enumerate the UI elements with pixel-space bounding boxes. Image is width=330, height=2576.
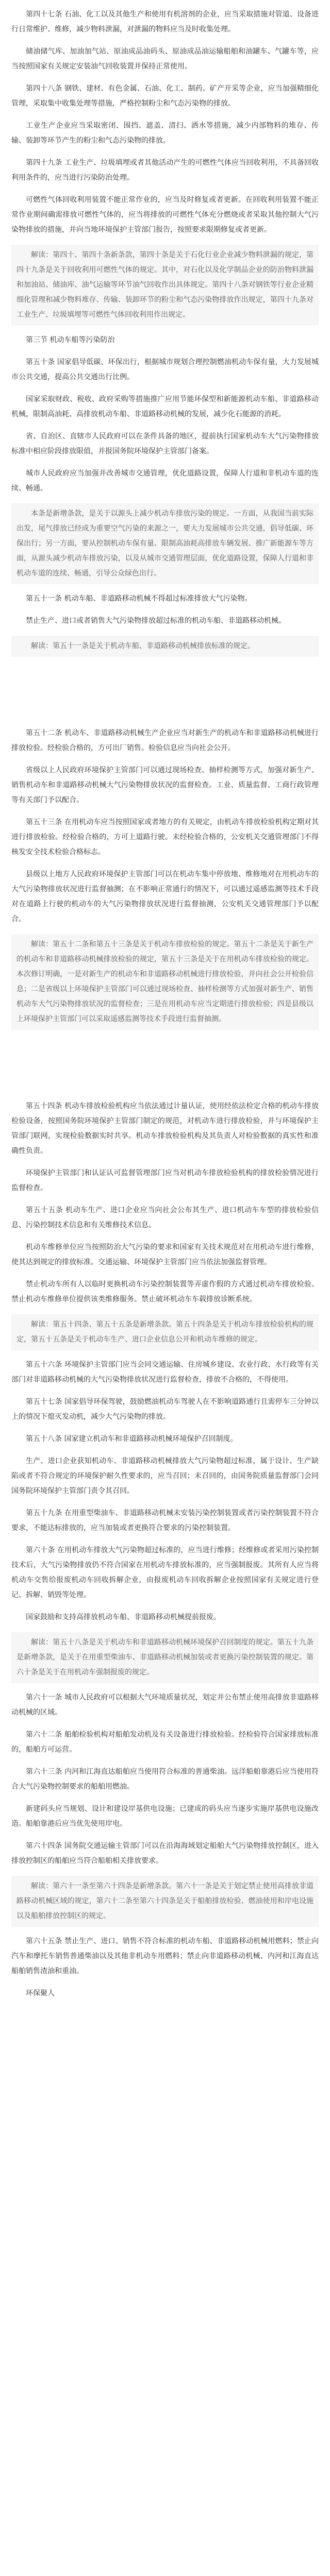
paragraph: 第五十三条 在用机动车应当按照国家或者地方的有关规定，由机动车排放检验机构定期对其进行排放检验。经检验合格的，方可上道路行驶。未经检验合格的，公安机关交通管理部门不得核发安全技术检验合格标志。 — [11, 818, 319, 856]
paragraph: 第四十七条 石油、化工以及其他生产和使用有机溶剂的企业，应当采取措施对管道、设备进行日常维护、维修，减少物料泄漏，对泄漏的物料应当及时收集处理。 — [11, 10, 319, 33]
paragraph: 国家采取财政、税收、政府采购等措施推广应用节能环保型和新能源机动车船、非道路移动机械，限制高油耗、高排放机动车船、非道路移动机械的发展，减少化石能源的消耗。 — [11, 395, 319, 418]
paragraph: 禁止生产、进口或者销售大气污染物排放超过标准的机动车船、非道路移动机械。 — [26, 617, 286, 625]
interpretation-note: 解读：第五十一条是关于机动车船、非道路移动机械排放标准的规定。 — [11, 636, 319, 657]
paragraph-group-g — [11, 1690, 319, 1927]
paragraph: 第五十七条 国家倡导环保驾驶，鼓励燃油机动车驾驶人在不影响道路通行且需停车三分钟以上的情况下熄灭发动机，减少大气污染物的排放。 — [11, 1398, 319, 1421]
paragraph: 第五十条 国家倡导低碳、环保出行，根据城市规划合理控制燃油机动车保有量，大力发展城市公共交通，提高公共交通出行比例。 — [11, 358, 319, 381]
paragraph: 第五十五条 机动车生产、进口企业应当向社会公布其生产、进口机动车车型的排放检验信息、污染控制技术信息和有关维修技术信息。 — [11, 1206, 319, 1229]
closing-label: 环保聚人 — [26, 1989, 55, 1997]
spacer — [11, 664, 319, 726]
interpretation-note: 解读：第五十二条和第五十三条是关于机动车排放检验的规定。第五十二条是关于新生产的机动车和非道路移动机械排放检验的规定，第五十三条是关于在用机动车排放检验的规定。本次修订明确，一是对新生产的机动车和非道路移动机械进行排放检验，并向社会公开检验信息；二是省级以上环境保护主管部门可以通过现场检查、抽样检测等方式加强对新生产、销售机动车大气污染物排放状况的监督检查；三是在用机动车应当定期进行排放检验；四是县级以上环境保护主管部门可以采取遥感监测等技术手段进行监督抽测。 — [11, 934, 319, 1030]
paragraph: 生产、进口企业获知机动车、非道路移动机械排放大气污染物超过标准，属于设计、生产缺陷或者不符合规定的环境保护耐久性要求的，应当召回；未召回的，由国务院质量监督部门会同国务院环境保护主管部门责令其召回。 — [11, 1457, 319, 1495]
paragraph: 禁止机动车所有人以临时更换机动车污染控制装置等弄虚作假的方式通过机动车排放检验。禁止机动车维修单位提供该类维修服务。禁止破坏机动车车载排放诊断系统。 — [11, 1280, 319, 1303]
paragraph: 第五十九条 在用重型柴油车、非道路移动机械未安装污染控制装置或者污染控制装置不符合要求，不能达标排放的，应当加装或者更换符合要求的污染控制装置。 — [11, 1509, 319, 1532]
paragraph-group-b — [11, 333, 319, 584]
interpretation-note: 解读：第五十八条是关于机动车和非道路移动机械环境保护召回制度的规定。第五十九条是新增条款，是关于在用重型柴油车、非道路移动机械加装或者更换污染控制装置的规定。第六十条是关于在用机动车强制报废的规定。 — [11, 1632, 319, 1683]
paragraph: 县级以上地方人民政府环境保护主管部门可以在机动车集中停放地、维修地对在用机动车的大气污染物排放状况进行监督抽测；在不影响正常通行的情况下，可以通过遥感监测等技术手段对在道路上行驶的机动车的大气污染物排放状况进行监督抽测，公安机关交通管理部门予以配合。 — [11, 870, 319, 923]
paragraph: 第六十条 在用机动车排放大气污染物超过标准的，应当进行维修；经维修或者采用污染控制技术后，大气污染物排放仍不符合国家在用机动车排放标准的，应当强制报废。其所有人应当将机动车交售给报废机动车回收拆解企业，由报废机动车回收拆解企业按照国家有关规定进行登记、拆解、销毁等处理。 — [11, 1546, 319, 1599]
paragraph: 第五十八条 国家建立机动车和非道路移动机械环境保护召回制度。 — [26, 1435, 238, 1443]
paragraph: 第六十二条 船舶检验机构对船舶发动机及有关设备进行排放检验。经检验符合国家排放标准的，船舶方可运营。 — [11, 1731, 319, 1754]
paragraph: 第五十六条 环境保护主管部门应当会同交通运输、住房城乡建设、农业行政、水行政等有关部门对非道路移动机械的大气污染物排放状况进行监督检查，排放不合格的，不得使用。 — [11, 1361, 319, 1384]
paragraph: 第五十一条 机动车船、非道路移动机械不得超过标准排放大气污染物。 — [26, 595, 252, 603]
paragraph-group-a — [11, 7, 319, 326]
paragraph-group-f — [11, 1358, 319, 1683]
paragraph: 省、自治区、直辖市人民政府可以在条件具备的地区，提前执行国家机动车大气污染物排放标准中相应阶段排放限值，并报国务院环境保护主管部门备案。 — [11, 432, 319, 455]
paragraph: 储油储气库、加油加气站、原油成品油码头、原油成品油运输船舶和油罐车、气罐车等，应当按照国家有关规定安装油气回收装置并保持正常使用。 — [11, 47, 319, 71]
paragraph: 第六十三条 内河和江海直达船舶应当使用符合标准的普通柴油。远洋船舶靠港后应当使用符合大气污染物控制要求的船舶用燃油。 — [11, 1768, 319, 1791]
paragraph: 第六十一条 城市人民政府可以根据大气环境质量状况，划定并公布禁止使用高排放非道路移动机械的区域。 — [11, 1693, 319, 1717]
paragraph: 第六十四条 国务院交通运输主管部门可以在沿海海域划定船舶大气污染物排放控制区，进入排放控制区的船舶应当符合船舶相关排放要求。 — [11, 1842, 319, 1865]
paragraph: 第六十五条 禁止生产、进口、销售不符合标准的机动车船、非道路移动机械用燃料；禁止向汽车和摩托车销售普通柴油以及其他非机动车用燃料；禁止向非道路移动机械、内河和江海直达船舶销售渣油和重油。 — [11, 1937, 319, 1975]
paragraph: 机动车维修单位应当按照防治大气污染的要求和国家有关技术规范对在用机动车进行维修，使其达到规定的排放标准。交通运输、环境保护主管部门应当依法加强监督管理。 — [11, 1243, 319, 1266]
paragraph: 第五十二条 机动车、非道路移动机械生产企业应当对新生产的机动车和非道路移动机械进行排放检验。经检验合格的，方可出厂销售。检验信息应当向社会公开。 — [11, 729, 319, 752]
interpretation-note: 解读：第五十四条、第五十五条是新增条款。第五十四条是关于机动车排放检验机构的规定，第五十五条是关于机动车生产、进口企业信息公开和机动车维修的规定。 — [11, 1314, 319, 1350]
interpretation-note: 解读：第四十、第四十条新条款，第四十条是关于石化行业企业减少物料泄漏的规定，第四十九条是关于回收利用可燃性气体的规定。其中，对石化以及化学制品企业的防治物料泄漏和加油站、储油库、油气运输等环节油气回收作出具体规定。第四十八条对钢铁等行业企业精细化管理和减少物料堆存、传输、装卸环节的粉尘和气态污染物排放作出规定，第四十九条对工业生产、垃圾填埋等可燃性气体回收利用作出规定。 — [11, 245, 319, 326]
paragraph: 新建码头应当规划、设计和建设岸基供电设施；已建成的码头应当逐步实施岸基供电设施改造。船舶靠港后应当优先使用岸电。 — [11, 1805, 319, 1828]
interpretation-note: 解读：第六十一条至第六十四条是新增条款。第六十一条是关于划定禁止使用高排放非道路移动机械区域的规定，第六十二条至第六十四条是关于船舶排放检验、燃油使用和岸电设施以及船舶排放控制区的规定。 — [11, 1876, 319, 1927]
paragraph: 第四十八条 钢铁、建材、有色金属、石油、化工、制药、矿产开采等企业，应当加强精细化管理，采取集中收集处理等措施，严格控制粉尘和气态污染物的排放。 — [11, 84, 319, 108]
paragraph: 省级以上人民政府环境保护主管部门可以通过现场检查、抽样检测等方式，加强对新生产、销售机动车和非道路移动机械大气污染物排放状况的监督检查。工业、质量监督、工商行政管理等有关部门予以配合。 — [11, 766, 319, 804]
paragraph: 城市人民政府应当加强并改善城市交通管理，优化道路设置，保障人行道和非机动车道的连续、畅通。 — [11, 469, 319, 493]
paragraph-group-d — [11, 726, 319, 1030]
paragraph: 环境保护主管部门和认证认可监督管理部门应当对机动车排放检验机构的排放检验情况进行监督检查。 — [11, 1169, 319, 1192]
paragraph: 第四十九条 工业生产、垃圾填埋或者其他活动产生的可燃性气体应当回收利用，不具备回收利用条件的，应当进行污染防治处理。 — [11, 159, 319, 182]
interpretation-note: 本条是新增条款，是关于以源头上减少机动车排放污染的规定。一方面，从我国当前实际出发，尾气排放已经成为重要空气污染的来源之一，要大力发展城市公共交通，倡导低碳、环保出行；另一方面，要从控制机动车保有量、限制高油耗高排放车辆发展、推广新能源车等方面，从源头减少机动车排放污染，以及从城市交通管理层面，优化道路设置，保障人行道和非机动车道的连续、畅通，引导公众绿色出行。 — [11, 503, 319, 584]
paragraph: 可燃性气体回收利用装置不能正常作业的，应当及时修复或者更新。在回收利用装置不能正常作业期间确需排放可燃性气体的，应当将排放的可燃性气体充分燃烧或者采取其他控制大气污染物排放的措施，并向当地环境保护主管部门报告，按照要求限期修复或者更新。 — [11, 196, 319, 234]
paragraph: 第五十四条 机动车排放检验机构应当依法通过计量认证，使用经依法检定合格的机动车排放检验设备，按照国务院环境保护主管部门制定的规范，对机动车进行排放检验，并与环境保护主管部门联网，实现检验数据实时共享。机动车排放检验机构及其负责人对检验数据的真实性和准确性负责。 — [11, 1102, 319, 1155]
section-heading: 第三节 机动车船等污染防治 — [26, 336, 115, 344]
paragraph-group-h — [11, 1934, 319, 2001]
paragraph-group-c — [11, 591, 319, 657]
paragraph-group-e — [11, 1099, 319, 1350]
paragraph: 国家鼓励和支持高排放机动车船、非道路移动机械提前报废。 — [26, 1613, 221, 1621]
spacer — [11, 1037, 319, 1099]
paragraph: 工业生产企业应当采取密闭、围挡、遮盖、清扫、洒水等措施，减少内部物料的堆存、传输、装卸等环节产生的粉尘和气态污染物的排放。 — [11, 122, 319, 145]
